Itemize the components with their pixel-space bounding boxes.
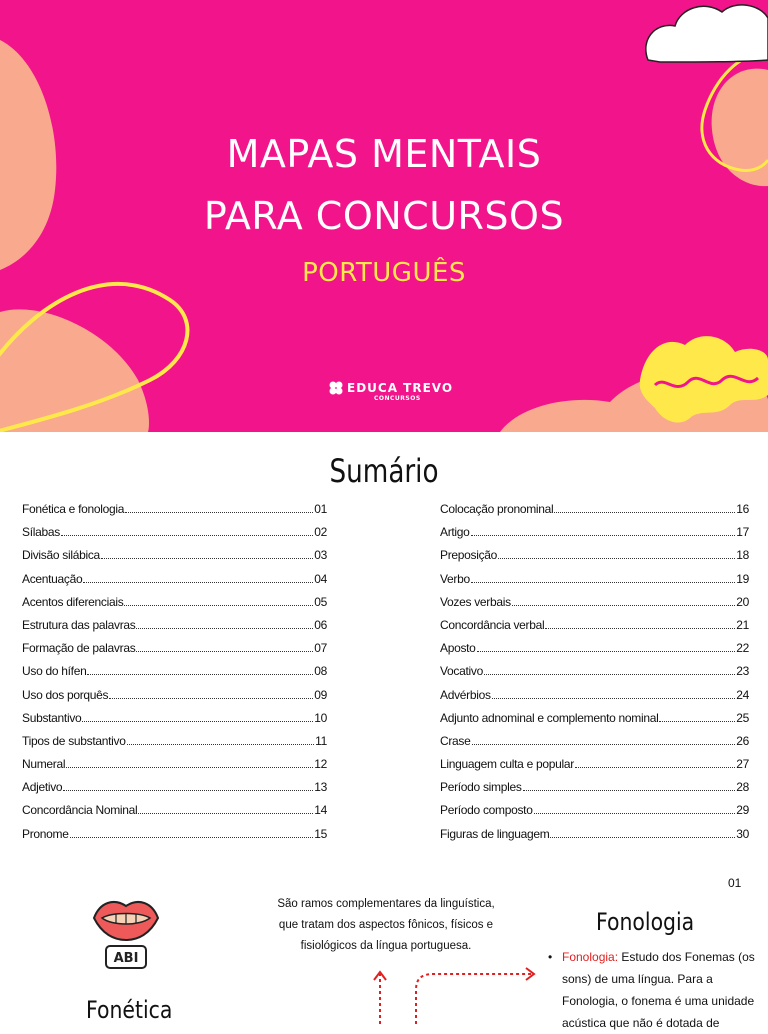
toc-item-leader (125, 512, 313, 513)
toc-item-label: Formação de palavras (22, 641, 136, 656)
toc-item (22, 711, 327, 734)
toc-item (22, 572, 327, 595)
toc-item-page: 15 (314, 826, 327, 841)
toc-item (440, 664, 749, 687)
fonologia-definition-text (562, 946, 760, 1034)
toc-item-page: 30 (736, 826, 749, 841)
toc-item-page: 05 (314, 594, 327, 609)
toc-item-page: 09 (314, 687, 327, 702)
toc-item-page: 21 (736, 617, 749, 632)
toc-item-leader (492, 698, 736, 699)
toc-item (440, 780, 749, 803)
toc-item (22, 548, 327, 571)
toc-item (22, 595, 327, 618)
toc-item (22, 641, 327, 664)
toc-item-page: 19 (736, 571, 749, 586)
toc-item (22, 688, 327, 711)
toc-item-page: 07 (314, 641, 327, 656)
toc-item (440, 641, 749, 664)
toc-item-label: Figuras de linguagem (440, 826, 550, 841)
toc-item-leader (70, 837, 314, 838)
toc-item (440, 827, 749, 850)
cover (0, 0, 768, 432)
toc-item-leader (127, 744, 315, 745)
toc-item-page: 10 (314, 710, 327, 725)
toc-item-label: Preposição (440, 548, 498, 563)
toc-item-leader (83, 582, 313, 583)
toc-item-label: Acentuação (22, 571, 83, 586)
toc-item-leader (101, 558, 313, 559)
toc-item-page: 13 (314, 780, 327, 795)
toc-item-label: Uso do hífen (22, 664, 87, 679)
toc-item (22, 734, 327, 757)
toc-item-label: Fonética e fonologia (22, 502, 125, 516)
brand-name: EDUCA TREVO (347, 381, 454, 395)
toc-item-leader (575, 767, 735, 768)
toc-item-page: 20 (736, 594, 749, 609)
fonetica-title: Fonética (86, 996, 173, 1024)
fonologia-description: Estudo dos Fonemas (os sons) de uma língua. Para a Fonologia, o fonema é uma unidade acústica que não é dotada de (562, 950, 755, 1030)
toc-item-label: Adjunto adnominal e complemento nominal (440, 710, 659, 725)
toc-item-label: Uso dos porquês (22, 687, 109, 702)
fonologia-term: Fonologia: (562, 950, 619, 964)
toc-item-label: Estrutura das palavras (22, 617, 136, 632)
toc-item-leader (471, 582, 735, 583)
cloud (646, 5, 768, 62)
toc-item-leader (61, 535, 313, 536)
toc-item-leader (472, 744, 736, 745)
toc-item-leader (534, 813, 736, 814)
toc-item (440, 595, 749, 618)
fonologia-definition (548, 946, 760, 1034)
toc-item-leader (484, 674, 735, 675)
toc-item-label: Verbo (440, 571, 470, 586)
bullet-icon: • (548, 950, 553, 964)
toc-item (440, 502, 749, 525)
toc-item (440, 803, 749, 826)
toc-item (22, 525, 327, 548)
toc-item-leader (109, 698, 313, 699)
toc-item-leader (136, 651, 313, 652)
toc-item-label: Advérbios (440, 687, 491, 702)
toc-item-leader (87, 674, 313, 675)
toc-item (440, 711, 749, 734)
toc-item (440, 548, 749, 571)
fonologia-title: Fonologia (596, 908, 695, 936)
toc-item (22, 502, 327, 525)
toc-item-leader (477, 651, 736, 652)
toc-item-page: 11 (315, 733, 327, 748)
toc-item-page: 27 (736, 757, 749, 772)
intro-text: São ramos complementares da linguística, que tratam dos aspectos fônicos, físicos e fisiológicos da língua portuguesa. (277, 898, 495, 952)
toc-item-page: 25 (736, 710, 749, 725)
lips-icon (90, 894, 162, 974)
toc-item-leader (63, 790, 313, 791)
toc-item (22, 664, 327, 687)
toc-item-label: Concordância Nominal (22, 803, 138, 818)
toc-item-leader (659, 721, 735, 722)
toc-item-page: 23 (736, 664, 749, 679)
toc-item-label: Período composto (440, 803, 533, 818)
toc-item (22, 757, 327, 780)
toc-left-column (22, 502, 327, 850)
toc-item-page: 04 (314, 571, 327, 586)
toc-item (440, 618, 749, 641)
toc-item (440, 734, 749, 757)
toc-item-page: 06 (314, 617, 327, 632)
cover-title-line-2: PARA CONCURSOS (203, 194, 565, 238)
toc-item (440, 572, 749, 595)
toc-item-leader (136, 628, 313, 629)
toc-item (22, 827, 327, 850)
toc-item-leader (498, 558, 735, 559)
toc-item-label: Numeral (22, 757, 66, 772)
toc-item-page: 03 (314, 548, 327, 563)
toc-item (22, 803, 327, 826)
toc-right-column (440, 502, 749, 850)
toc-item-leader (66, 767, 313, 768)
toc-item-page: 01 (314, 502, 327, 516)
toc-item-leader (554, 512, 735, 513)
toc-item-page: 17 (736, 525, 749, 540)
toc-item-page: 12 (314, 757, 327, 772)
toc-item-leader (550, 837, 735, 838)
toc-item-label: Vocativo (440, 664, 483, 679)
toc-item-label: Sílabas (22, 525, 60, 540)
toc-item-label: Período simples (440, 780, 522, 795)
toc-item-label: Pronome (22, 826, 69, 841)
toc-item-label: Colocação pronominal (440, 502, 554, 516)
toc-item-page: 18 (736, 548, 749, 563)
toc-item-page: 28 (736, 780, 749, 795)
toc-item-page: 24 (736, 687, 749, 702)
cover-title-line-1: MAPAS MENTAIS (226, 132, 542, 176)
toc-item-page: 02 (314, 525, 327, 540)
toc-item-leader (523, 790, 736, 791)
connector-arrows (360, 960, 540, 1024)
toc-item (22, 780, 327, 803)
toc-item (440, 757, 749, 780)
toc-item (22, 618, 327, 641)
clover-icon (328, 380, 344, 396)
toc-item-leader (124, 605, 313, 606)
lips-icon-label: ABI (113, 951, 139, 966)
toc-item-label: Vozes verbais (440, 594, 511, 609)
toc-item (440, 688, 749, 711)
toc-item-page: 14 (314, 803, 327, 818)
toc-item-label: Tipos de substantivo (22, 733, 126, 748)
page-number: 01 (728, 876, 742, 890)
toc-item-page: 08 (314, 664, 327, 679)
toc-item-label: Artigo (440, 525, 470, 540)
toc-item-page: 16 (736, 502, 749, 516)
toc-item-label: Adjetivo (22, 780, 63, 795)
toc-item-leader (471, 535, 736, 536)
toc-item-label: Concordância verbal (440, 617, 545, 632)
toc-item-label: Linguagem culta e popular (440, 757, 574, 772)
toc-item-label: Acentos diferenciais (22, 594, 124, 609)
toc-item-leader (512, 605, 735, 606)
toc-item (440, 525, 749, 548)
toc-item-label: Crase (440, 733, 471, 748)
brand-logo (328, 380, 453, 402)
toc-item-leader (545, 628, 735, 629)
toc-item-label: Aposto (440, 641, 476, 656)
toc-item-page: 22 (736, 641, 749, 656)
toc-item-label: Substantivo (22, 710, 82, 725)
toc-item-leader (82, 721, 313, 722)
cover-subtitle: PORTUGUÊS (302, 258, 466, 288)
toc-item-leader (138, 813, 313, 814)
brand-subtitle: CONCURSOS (374, 395, 421, 402)
toc-item-page: 29 (736, 803, 749, 818)
toc-item-label: Divisão silábica (22, 548, 100, 563)
toc-item-page: 26 (736, 733, 749, 748)
summary-title: Sumário (329, 452, 439, 490)
